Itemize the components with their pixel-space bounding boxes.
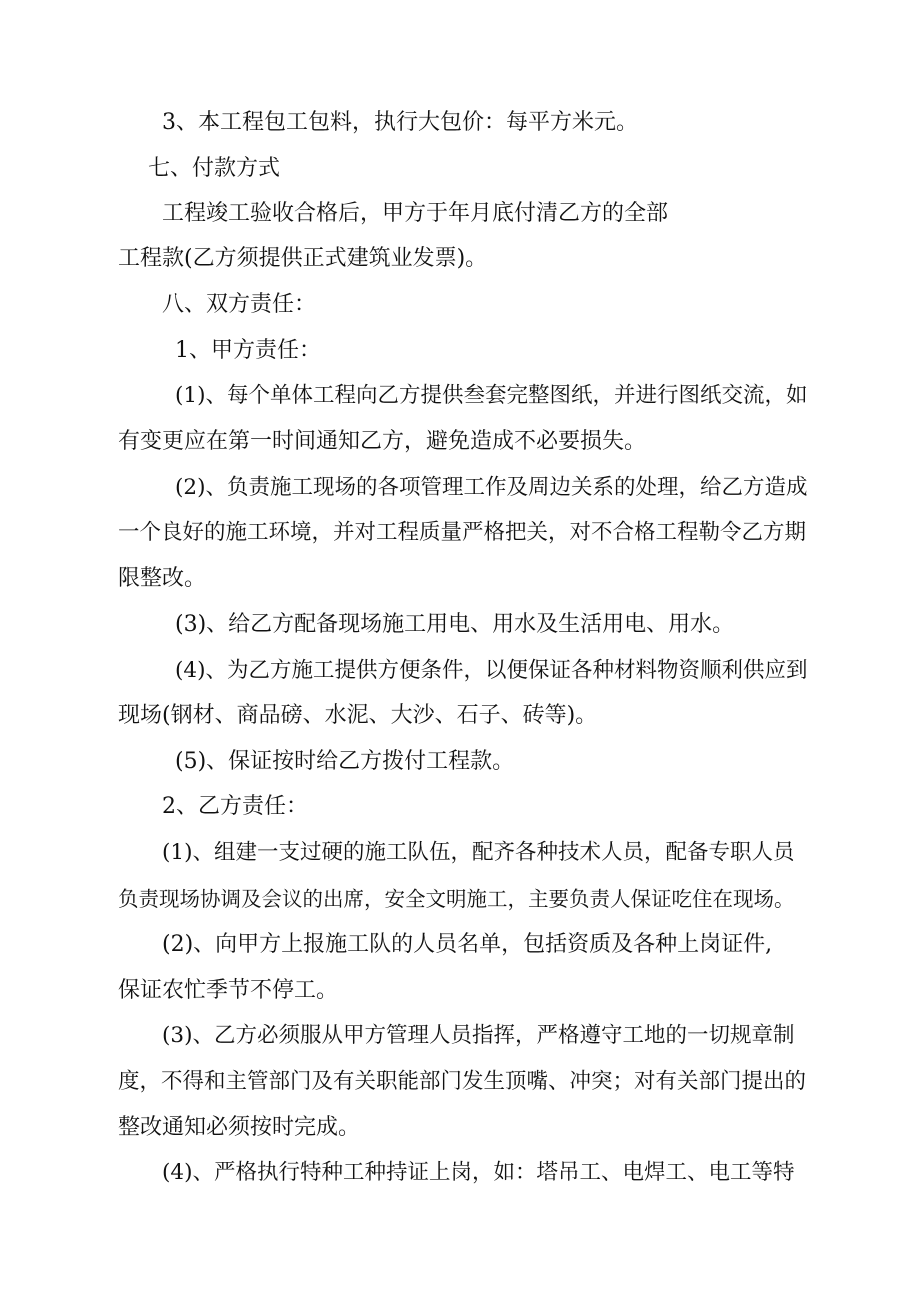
section-heading: 七、付款方式 — [148, 156, 281, 181]
text-line: 工程竣工验收合格后，甲方于年月底付清乙方的全部 — [162, 201, 669, 226]
text-line: (3)、给乙方配备现场施工用电、用水及生活用电、用水。 — [175, 612, 735, 637]
subsection-heading: 2、乙方责任： — [162, 794, 308, 819]
text-line: (1)、组建一支过硬的施工队伍，配齐各种技术人员，配备专职人员 — [162, 840, 795, 865]
text-line: 度，不得和主管部门及有关职能部门发生顶嘴、冲突；对有关部门提出的 — [118, 1069, 807, 1094]
text-line: 限整改。 — [118, 566, 207, 591]
text-line: (4)、为乙方施工提供方便条件，以便保证各种材料物资顺利供应到 — [175, 658, 808, 683]
text-line: (1)、每个单体工程向乙方提供叁套完整图纸，并进行图纸交流，如 — [175, 383, 808, 408]
subsection-heading: 1、甲方责任： — [175, 338, 321, 363]
text-line: 保证农忙季节不停工。 — [118, 978, 339, 1003]
text-line: (4)、严格执行特种工种持证上岗，如：塔吊工、电焊工、电工等特 — [162, 1160, 795, 1185]
section-heading: 八、双方责任： — [162, 292, 317, 317]
text-line: (5)、保证按时给乙方拨付工程款。 — [175, 749, 515, 774]
text-line: 一个良好的施工环境，并对工程质量严格把关，对不合格工程勒令乙方期 — [118, 520, 807, 545]
text-line: (2)、负责施工现场的各项管理工作及周边关系的处理，给乙方造成 — [175, 475, 808, 500]
text-line: 有变更应在第一时间通知乙方，避免造成不必要损失。 — [118, 429, 647, 454]
text-line: 负责现场协调及会议的出席，安全文明施工，主要负责人保证吃住在现场。 — [118, 887, 795, 911]
text-line: (3)、乙方必须服从甲方管理人员指挥，严格遵守工地的一切规章制 — [162, 1023, 795, 1048]
text-line: 现场(钢材、商品磅、水泥、大沙、石子、砖等)。 — [118, 703, 598, 728]
text-line: 整改通知必须按时完成。 — [118, 1115, 361, 1140]
text-line: 3、本工程包工包料，执行大包价：每平方米元。 — [162, 110, 638, 135]
text-line: (2)、向甲方上报施工队的人员名单，包括资质及各种上岗证件, — [162, 932, 773, 957]
text-line: 工程款(乙方须提供正式建筑业发票)。 — [118, 246, 488, 271]
